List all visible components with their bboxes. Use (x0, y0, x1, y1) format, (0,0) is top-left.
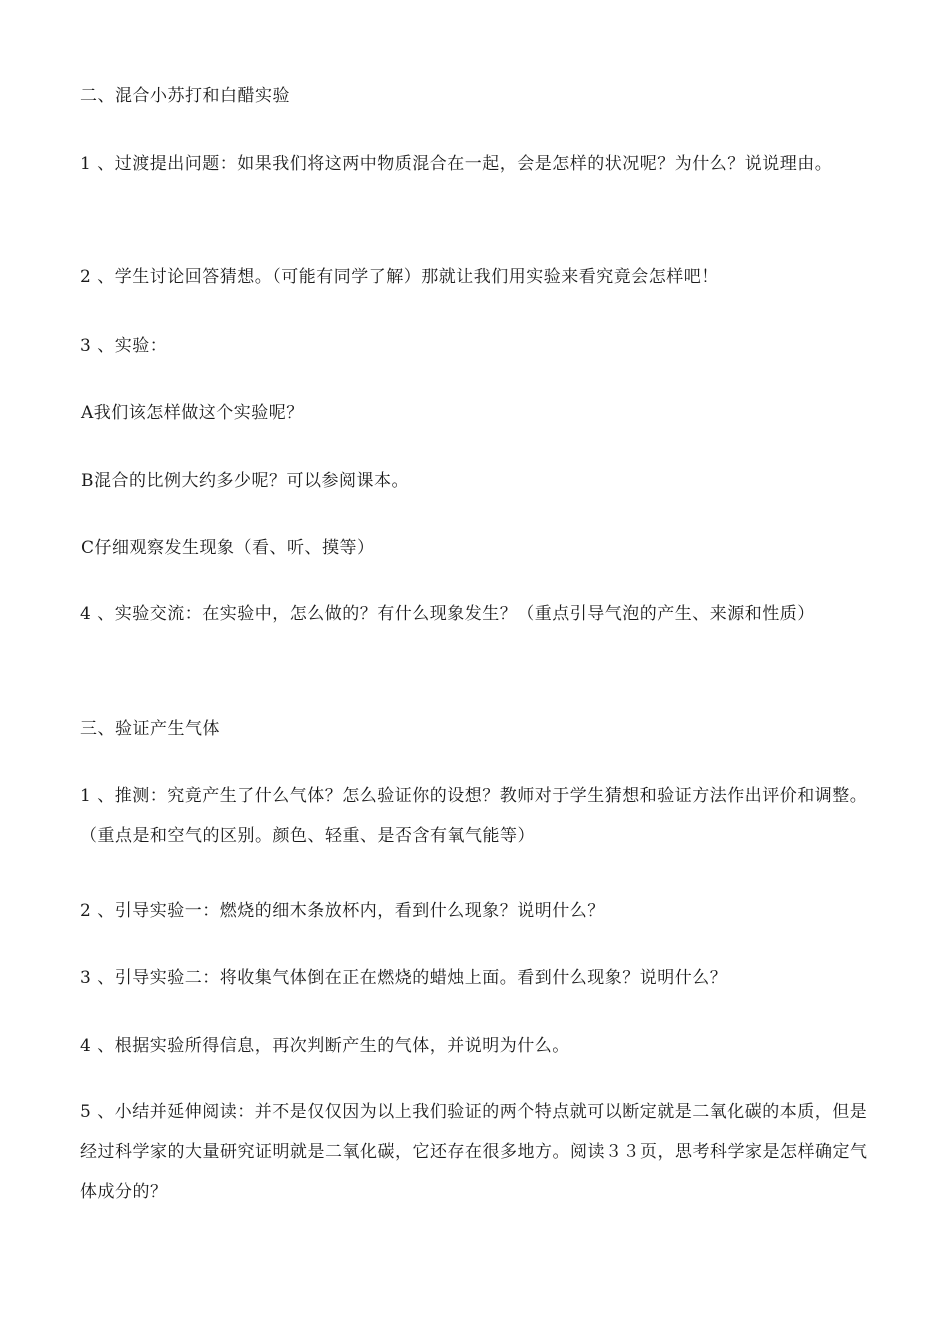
paragraph-discussion: 2 、学生讨论回答猜想。（可能有同学了解）那就让我们用实验来看究竟会怎样吧！ (80, 267, 719, 287)
paragraph-question: 1 、过渡提出问题：如果我们将这两中物质混合在一起，会是怎样的状况呢？为什么？说说理由。 (80, 154, 833, 174)
paragraph-exchange: 4 、实验交流：在实验中，怎么做的？有什么现象发生？（重点引导气泡的产生、来源和性质） (80, 604, 815, 624)
paragraph-summary-reading: 5 、小结并延伸阅读：并不是仅仅因为以上我们验证的两个特点就可以断定就是二氧化碳的本质，但是经过科学家的大量研究证明就是二氧化碳，它还存在很多地方。阅读３３页，思考科学家是怎样确定气体成分的？ (80, 1102, 868, 1202)
paragraph-hypothesis: 1 、推测：究竟产生了什么气体？怎么验证你的设想？教师对于学生猜想和验证方法作出评价和调整。（重点是和空气的区别。颜色、轻重、是否含有氧气能等） (80, 786, 868, 846)
paragraph-guided-experiment-1: 2 、引导实验一：燃烧的细木条放杯内，看到什么现象？说明什么？ (80, 901, 605, 921)
section-heading-mix-experiment: 二、混合小苏打和白醋实验 (80, 86, 290, 106)
paragraph-step-a: A我们该怎样做这个实验呢？ (81, 403, 304, 423)
paragraph-step-c: C仔细观察发生现象（看、听、摸等） (81, 538, 375, 558)
paragraph-judgement: 4 、根据实验所得信息，再次判断产生的气体，并说明为什么。 (80, 1036, 570, 1056)
paragraph-experiment: 3 、实验： (80, 336, 168, 356)
paragraph-step-b: B混合的比例大约多少呢？可以参阅课本。 (81, 471, 409, 491)
paragraph-guided-experiment-2: 3 、引导实验二：将收集气体倒在正在燃烧的蜡烛上面。看到什么现象？说明什么？ (80, 968, 728, 988)
section-heading-verify-gas: 三、验证产生气体 (80, 719, 220, 739)
